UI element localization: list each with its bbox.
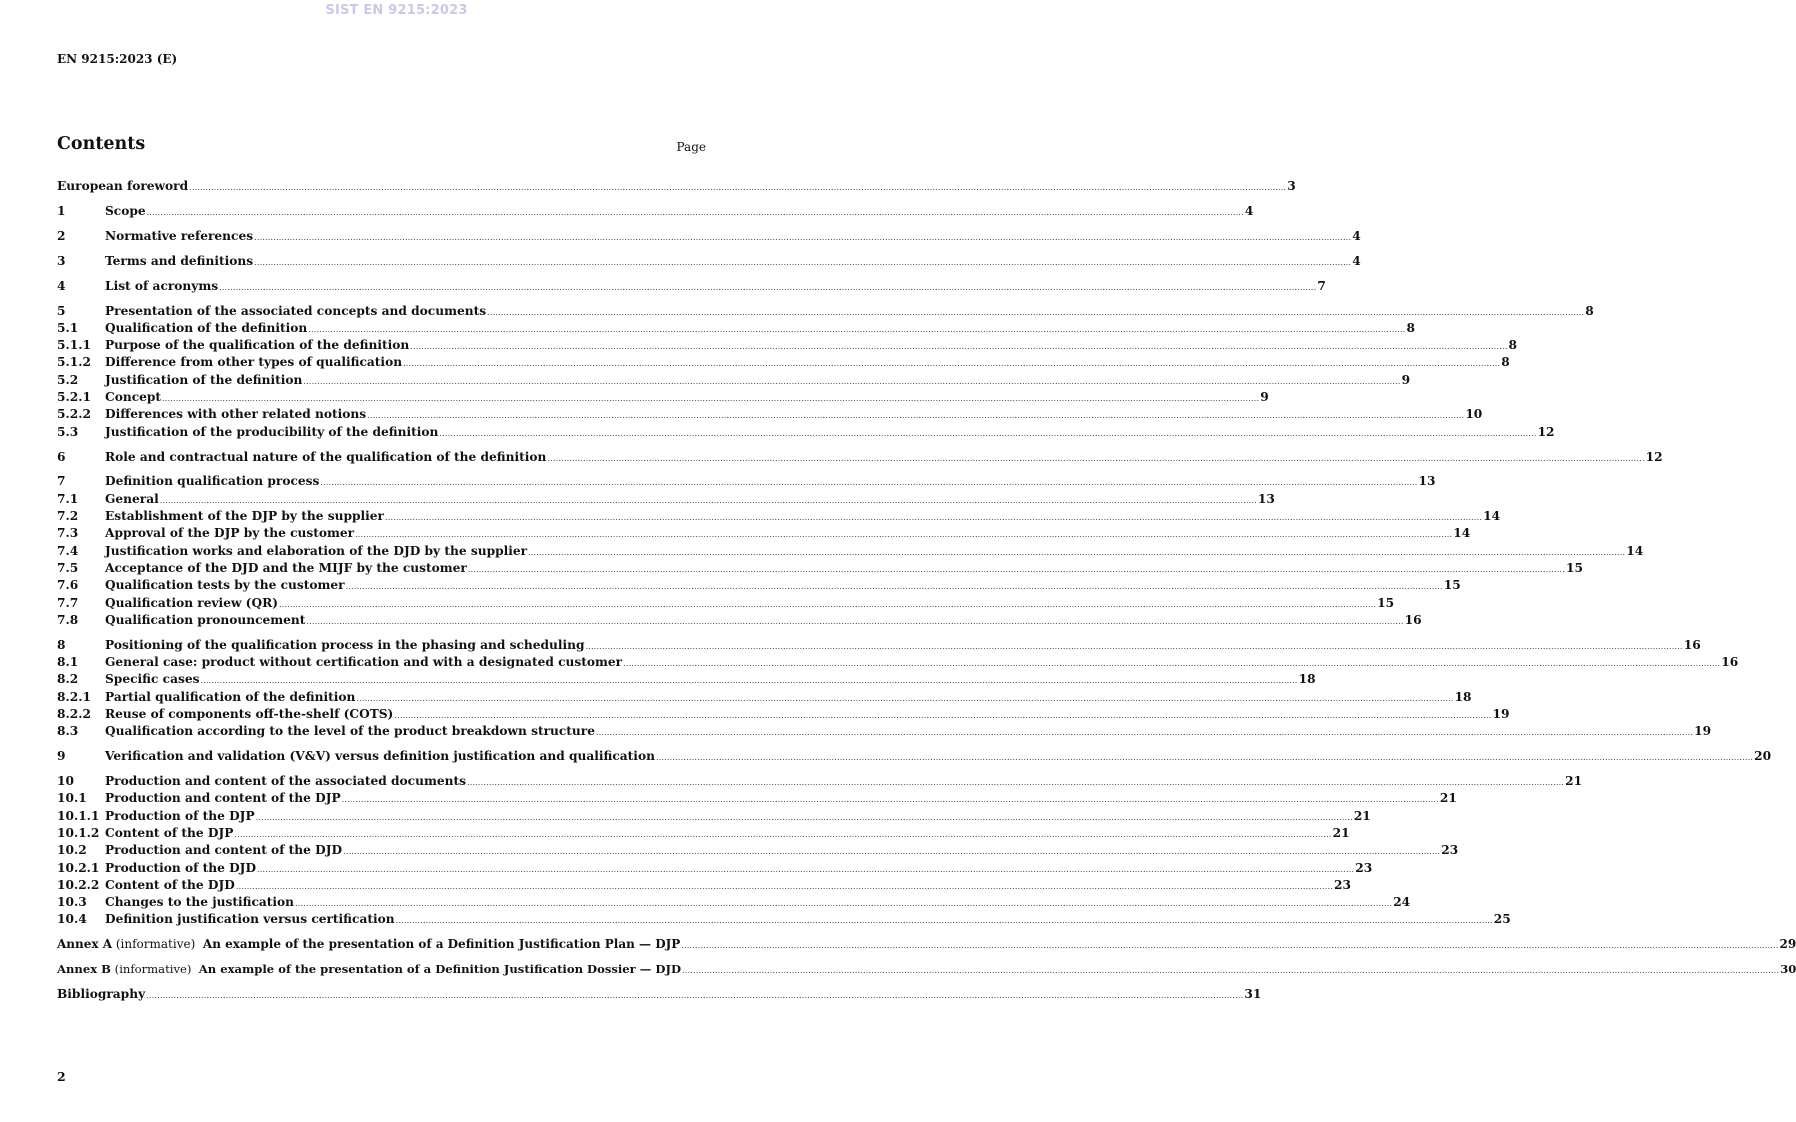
toc-entry-title: Verification and validation (V&V) versus definition justification and qualification: [105, 749, 655, 764]
dot-leader: ................................................................................................................................................................................................................................................................................................................................................................................................................: [655, 753, 1754, 763]
dot-leader: ................................................................................................................................................................................................................................................................................................................................................................................................................: [308, 324, 1406, 334]
toc-entry[interactable]: [57, 525, 1471, 541]
toc-entry-title: Presentation of the associated concepts and documents: [105, 303, 487, 318]
toc-entry-number: 10.1.2: [57, 825, 100, 840]
toc-entry-page: 15: [1566, 560, 1583, 575]
toc-entry-title: Justification of the definition: [105, 372, 303, 387]
toc-entry-page: 23: [1441, 843, 1459, 858]
toc-entry-number: 7: [57, 474, 66, 489]
toc-entry-page: 8: [1406, 320, 1415, 335]
toc-entry-page: 18: [1298, 672, 1316, 687]
toc-entry-number: 5.2.2: [57, 407, 91, 422]
toc-entry[interactable]: [57, 825, 1350, 841]
toc-entry[interactable]: [57, 303, 1594, 319]
dot-leader: ................................................................................................................................................................................................................................................................................................................................................................................................................: [219, 282, 1317, 292]
toc-entry[interactable]: [57, 253, 1361, 269]
toc-entry-number: 8.2.1: [57, 689, 91, 704]
watermark: SIST EN 9215:2023: [325, 3, 468, 18]
toc-entry[interactable]: [57, 637, 1701, 653]
toc-entry[interactable]: [57, 278, 1326, 294]
toc-entry-page: 30: [1780, 962, 1796, 977]
dot-leader: ................................................................................................................................................................................................................................................................................................................................................................................................................: [403, 359, 1501, 369]
toc-entry[interactable]: [57, 473, 1436, 489]
toc-entry-number: 4: [57, 278, 66, 293]
toc-entry-title: Production and content of the associated documents: [105, 774, 466, 788]
toc-entry[interactable]: [57, 508, 1501, 524]
dot-leader: ................................................................................................................................................................................................................................................................................................................................................................................................................: [682, 966, 1780, 976]
toc-entry[interactable]: [57, 595, 1395, 611]
toc-entry-title: Content of the DJD: [105, 877, 235, 892]
toc-entry[interactable]: [57, 860, 1373, 876]
toc-entry[interactable]: [57, 748, 1772, 764]
toc-entry-number: 10.3: [57, 895, 87, 910]
dot-leader: ................................................................................................................................................................................................................................................................................................................................................................................................................: [410, 342, 1508, 352]
toc-entry-page: 16: [1721, 655, 1739, 669]
dot-leader: ................................................................................................................................................................................................................................................................................................................................................................................................................: [257, 864, 1355, 874]
toc-entry[interactable]: [57, 790, 1457, 806]
toc-entry-page: 19: [1694, 724, 1712, 739]
toc-entry-page: 21: [1332, 825, 1350, 840]
toc-entry-title: Terms and definitions: [105, 253, 254, 268]
toc-entry[interactable]: [57, 203, 1254, 219]
toc-entry[interactable]: [57, 911, 1511, 927]
toc-entry-title: Production and content of the DJD: [105, 843, 343, 858]
toc-entry-page: 8: [1508, 338, 1517, 353]
toc-entry-page: 8: [1585, 303, 1594, 318]
toc-entry-number: 7.6: [57, 578, 79, 593]
toc-entry-title: Changes to the justification: [105, 895, 295, 910]
toc-entry-page: 21: [1353, 808, 1371, 823]
toc-entry[interactable]: [57, 389, 1269, 405]
toc-entry-title: Partial qualification of the definition: [105, 689, 356, 704]
toc-entry[interactable]: [57, 689, 1472, 705]
toc-entry-page: 13: [1418, 474, 1436, 489]
dot-leader: ................................................................................................................................................................................................................................................................................................................................................................................................................: [159, 495, 1257, 505]
annex-title: An example of the presentation of a Definition Justification Plan — DJP: [202, 937, 681, 952]
toc-entry-title: Role and contractual nature of the qualification of the definition: [105, 449, 547, 464]
dot-leader: ................................................................................................................................................................................................................................................................................................................................................................................................................: [341, 795, 1439, 805]
dot-leader: ................................................................................................................................................................................................................................................................................................................................................................................................................: [255, 812, 1353, 822]
annex-title: An example of the presentation of a Definition Justification Dossier — DJD: [198, 962, 682, 977]
toc-entry-number: 10.4: [57, 912, 87, 927]
dot-leader: ................................................................................................................................................................................................................................................................................................................................................................................................................: [595, 728, 1694, 738]
toc-entry-page: 24: [1393, 895, 1411, 910]
dot-leader: ................................................................................................................................................................................................................................................................................................................................................................................................................: [162, 394, 1260, 403]
toc-entry[interactable]: [57, 320, 1415, 336]
toc-entry-page: 15: [1377, 595, 1395, 610]
dot-leader: ................................................................................................................................................................................................................................................................................................................................................................................................................: [585, 641, 1683, 651]
toc-entry-page: 14: [1626, 543, 1644, 558]
toc-entry[interactable]: [57, 543, 1644, 559]
toc-entry-title: Definition justification versus certification: [105, 912, 395, 927]
toc-entry[interactable]: [57, 986, 1262, 1002]
toc-entry[interactable]: [57, 372, 1411, 388]
dot-leader: ................................................................................................................................................................................................................................................................................................................................................................................................................: [439, 428, 1537, 438]
toc-entry-title: Production of the DJD: [105, 860, 257, 875]
toc-entry-page: 7: [1317, 278, 1326, 293]
dot-leader: ................................................................................................................................................................................................................................................................................................................................................................................................................: [384, 513, 1483, 522]
dot-leader: ................................................................................................................................................................................................................................................................................................................................................................................................................: [254, 257, 1352, 267]
toc-entry-number: 5.2: [57, 372, 79, 387]
toc-entry-page: 25: [1493, 912, 1511, 927]
toc-entry[interactable]: [57, 424, 1555, 440]
toc-entry[interactable]: [57, 936, 1796, 952]
toc-entry-number: 5.1.1: [57, 338, 91, 353]
toc-entry-title: Bibliography: [57, 987, 146, 1002]
toc-entry[interactable]: [57, 773, 1583, 789]
document-id: EN 9215:2023 (E): [57, 52, 178, 66]
toc-entry-number: 5.1: [57, 320, 79, 335]
dot-leader: ................................................................................................................................................................................................................................................................................................................................................................................................................: [306, 616, 1404, 626]
dot-leader: ................................................................................................................................................................................................................................................................................................................................................................................................................: [623, 659, 1721, 668]
dot-leader: ................................................................................................................................................................................................................................................................................................................................................................................................................: [528, 547, 1626, 557]
dot-leader: ................................................................................................................................................................................................................................................................................................................................................................................................................: [146, 207, 1244, 217]
toc-entry[interactable]: [57, 706, 1510, 722]
toc-entry-number: 10.1: [57, 791, 87, 806]
dot-leader: ................................................................................................................................................................................................................................................................................................................................................................................................................: [146, 991, 1244, 1001]
toc-entry[interactable]: [57, 337, 1517, 353]
toc-entry-page: 9: [1260, 390, 1269, 404]
toc-entry-title: General case: product without certification and with a designated customer: [105, 655, 623, 669]
toc-entry-page: 18: [1454, 689, 1472, 704]
toc-entry-page: 9: [1401, 372, 1411, 387]
toc-entry-title: [57, 961, 681, 977]
dot-leader: ................................................................................................................................................................................................................................................................................................................................................................................................................: [235, 881, 1334, 891]
dot-leader: ................................................................................................................................................................................................................................................................................................................................................................................................................: [367, 411, 1465, 421]
toc-entry-page: 12: [1645, 449, 1663, 464]
dot-leader: ................................................................................................................................................................................................................................................................................................................................................................................................................: [200, 676, 1298, 686]
annex-note: (informative): [110, 962, 199, 977]
toc-entry-number: 7.1: [57, 491, 79, 506]
dot-leader: ................................................................................................................................................................................................................................................................................................................................................................................................................: [356, 693, 1454, 703]
dot-leader: ................................................................................................................................................................................................................................................................................................................................................................................................................: [345, 582, 1443, 592]
toc-entry-title: Definition qualification process: [105, 474, 320, 489]
toc-entry-number: 9: [57, 749, 66, 764]
toc-entry-page: 4: [1352, 253, 1361, 268]
toc-entry-title: Approval of the DJP by the customer: [105, 526, 355, 541]
toc-entry-title: Scope: [105, 203, 146, 218]
dot-leader: ................................................................................................................................................................................................................................................................................................................................................................................................................: [467, 564, 1565, 574]
dot-leader: ................................................................................................................................................................................................................................................................................................................................................................................................................: [295, 899, 1393, 909]
toc-entry-number: 6: [57, 449, 66, 464]
toc-entry-page: 16: [1404, 612, 1422, 627]
toc-entry-number: 7.2: [57, 509, 79, 523]
toc-entry-title: Difference from other types of qualification: [105, 355, 403, 370]
dot-leader: ................................................................................................................................................................................................................................................................................................................................................................................................................: [254, 232, 1352, 242]
toc-entry-title: General: [105, 491, 159, 506]
toc-entry-title: Normative references: [105, 228, 254, 243]
toc-entry[interactable]: [57, 894, 1411, 910]
toc-entry-number: 7.8: [57, 612, 79, 627]
toc-entry-page: 23: [1355, 860, 1373, 875]
toc-entry[interactable]: [57, 178, 1296, 194]
toc-entry-number: 5.3: [57, 424, 79, 439]
toc-entry[interactable]: [57, 577, 1461, 593]
toc-entry-title: Positioning of the qualification process in the phasing and scheduling: [105, 637, 585, 652]
toc-entry-number: 8.1: [57, 655, 79, 669]
toc-entry-number: 7.5: [57, 560, 79, 575]
toc-entry-number: 5.1.2: [57, 355, 91, 370]
toc-entry-title: Acceptance of the DJD and the MIJF by the customer: [105, 560, 467, 575]
annex-label: Annex B: [57, 962, 111, 977]
dot-leader: ................................................................................................................................................................................................................................................................................................................................................................................................................: [547, 453, 1645, 463]
toc-entry-number: 2: [57, 228, 66, 243]
dot-leader: ................................................................................................................................................................................................................................................................................................................................................................................................................: [355, 530, 1453, 540]
toc-entry[interactable]: [57, 808, 1371, 824]
toc-entry-number: 8.3: [57, 724, 79, 739]
toc-entry-title: Justification works and elaboration of the DJD by the supplier: [105, 543, 528, 558]
dot-leader: ................................................................................................................................................................................................................................................................................................................................................................................................................: [278, 599, 1377, 609]
toc-entry[interactable]: [57, 671, 1316, 687]
toc-entry-number: 8: [57, 637, 66, 652]
dot-leader: ................................................................................................................................................................................................................................................................................................................................................................................................................: [395, 916, 1493, 926]
annex-label: Annex A: [57, 937, 113, 952]
toc-entry-page: 14: [1483, 509, 1501, 523]
toc-entry-page: 13: [1257, 491, 1275, 506]
dot-leader: ................................................................................................................................................................................................................................................................................................................................................................................................................: [487, 307, 1585, 317]
toc-entry-number: 10: [57, 774, 74, 788]
toc-entry-number: 3: [57, 253, 66, 268]
toc-entry-title: Production and content of the DJP: [105, 791, 341, 806]
toc-entry-number: 10.1.1: [57, 808, 100, 823]
toc-entry-title: Content of the DJP: [105, 825, 234, 840]
dot-leader: ................................................................................................................................................................................................................................................................................................................................................................................................................: [234, 829, 1332, 839]
toc-entry-title: Concept: [105, 390, 162, 404]
toc-entry-title: Establishment of the DJP by the supplier: [105, 509, 384, 523]
toc-entry-title: Qualification review (QR): [105, 595, 278, 610]
toc-entry[interactable]: [57, 491, 1275, 507]
toc-entry-page: 21: [1565, 774, 1583, 788]
toc-entry-title: Qualification pronouncement: [105, 612, 306, 627]
toc-entry-page: 31: [1244, 987, 1262, 1002]
toc-entry-number: 7.4: [57, 543, 79, 558]
toc-entry-title: Justification of the producibility of the definition: [105, 424, 439, 439]
toc-entry[interactable]: [57, 842, 1459, 858]
footer-page-number: 2: [57, 1069, 66, 1084]
toc-entry-title: Purpose of the qualification of the definition: [105, 338, 410, 353]
annex-note: (informative): [112, 937, 203, 952]
toc-entry[interactable]: [57, 354, 1510, 370]
toc-entry-number: 5: [57, 303, 66, 318]
dot-leader: ................................................................................................................................................................................................................................................................................................................................................................................................................: [320, 478, 1418, 488]
dot-leader: ................................................................................................................................................................................................................................................................................................................................................................................................................: [343, 847, 1441, 857]
dot-leader: ................................................................................................................................................................................................................................................................................................................................................................................................................: [303, 376, 1401, 386]
toc-entry-number: 10.2.1: [57, 860, 100, 875]
toc-entry-number: 10.2: [57, 843, 87, 858]
toc-entry-page: 15: [1443, 578, 1461, 593]
toc-entry-number: 8.2: [57, 672, 79, 687]
toc-entry-page: 14: [1453, 526, 1471, 541]
toc-entry-page: 4: [1352, 228, 1361, 243]
toc-entry-page: 16: [1683, 637, 1701, 652]
toc-entry-number: 5.2.1: [57, 390, 91, 404]
toc-entry-title: Reuse of components off-the-shelf (COTS): [105, 706, 394, 721]
toc-entry-page: 4: [1244, 203, 1254, 218]
toc-entry-title: European foreword: [57, 179, 189, 193]
toc-entry-title: Qualification according to the level of the product breakdown structure: [105, 724, 595, 739]
toc-entry[interactable]: [57, 612, 1422, 628]
toc-entry-page: 8: [1501, 355, 1510, 370]
toc-entry-page: 20: [1754, 749, 1772, 764]
dot-leader: ................................................................................................................................................................................................................................................................................................................................................................................................................: [681, 941, 1779, 951]
toc-entry-page: 3: [1287, 179, 1296, 193]
toc-entry[interactable]: [57, 877, 1351, 893]
toc-entry-page: 10: [1465, 407, 1483, 422]
toc-entry-title: Qualification of the definition: [105, 320, 308, 335]
page-column-label: Page: [676, 140, 706, 154]
dot-leader: ................................................................................................................................................................................................................................................................................................................................................................................................................: [189, 183, 1287, 192]
toc-entry-number: 8.2.2: [57, 706, 91, 721]
toc-entry-number: 7.7: [57, 595, 79, 610]
toc-entry-page: 29: [1779, 937, 1796, 952]
toc-entry-number: 7.3: [57, 526, 79, 541]
toc-entry-title: [57, 936, 680, 952]
toc-entry[interactable]: [57, 654, 1739, 670]
toc-entry-title: Qualification tests by the customer: [105, 578, 345, 593]
toc-entry-page: 12: [1537, 424, 1555, 439]
toc-entry-title: Differences with other related notions: [105, 407, 367, 422]
toc-entry-title: List of acronyms: [105, 278, 219, 293]
toc-entry[interactable]: [57, 228, 1361, 244]
toc-entry[interactable]: [57, 560, 1583, 576]
toc-entry[interactable]: [57, 449, 1663, 465]
toc-entry[interactable]: [57, 406, 1483, 422]
toc-entry-number: 10.2.2: [57, 877, 100, 892]
toc-entry-title: Specific cases: [105, 672, 200, 687]
toc-entry-page: 21: [1439, 791, 1457, 806]
toc-entry-title: Production of the DJP: [105, 808, 255, 823]
toc-entry-page: 23: [1334, 877, 1351, 892]
dot-leader: ................................................................................................................................................................................................................................................................................................................................................................................................................: [466, 778, 1565, 787]
toc-entry-page: 19: [1492, 706, 1510, 721]
toc-entry[interactable]: [57, 961, 1796, 977]
dot-leader: ................................................................................................................................................................................................................................................................................................................................................................................................................: [394, 710, 1492, 720]
toc-entry[interactable]: [57, 723, 1712, 739]
toc-entry-number: 1: [57, 203, 66, 218]
contents-heading: Contents: [57, 134, 146, 154]
